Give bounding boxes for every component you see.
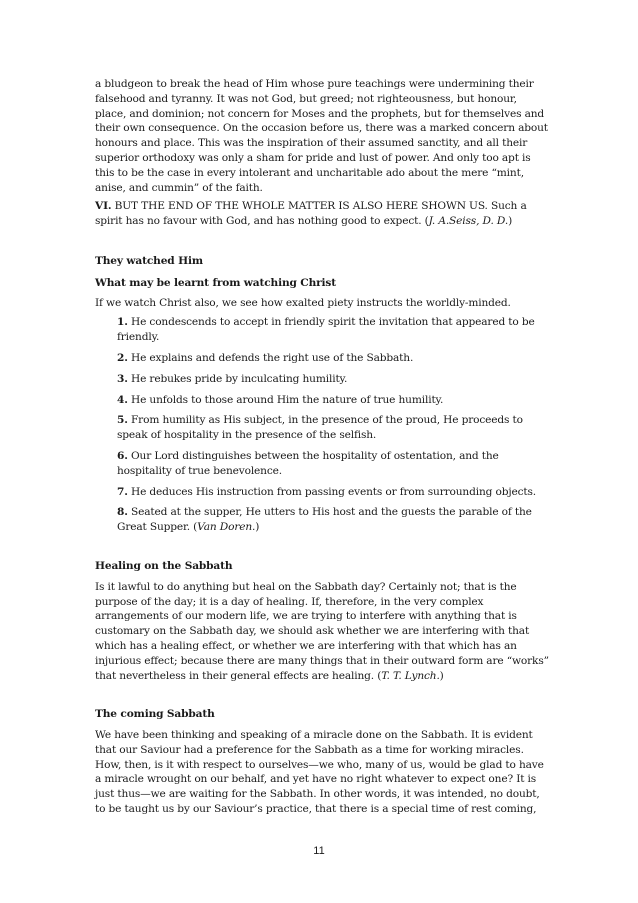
list-item (95, 351, 550, 366)
list-item-number: 4. (117, 393, 128, 406)
list-item-text: He deduces His instruction from passing events or from surrounding objects. (127, 485, 536, 498)
list-item-number: 3. (117, 372, 128, 385)
list-item-number: 8. (117, 506, 128, 519)
list-item-text: He explains and defends the right use of the Sabbath. (127, 351, 414, 364)
list-item (95, 393, 550, 408)
list-item-text: He unfolds to those around Him the nature of true humility. (127, 393, 444, 406)
list-item-number: 2. (117, 351, 128, 364)
section2-text: Is it lawful to do anything but heal on the Sabbath day? Certainly not; that is the purpose of the day; it is a day of healing. If, therefore, in the very complex arrangements of our modern life, we are trying to interfere with anything that is customary on the Sabbath day, we should ask whether we are interfering with that which has a healing effect, or whether we are interfering with that which has an injurious effect; because there are many things that in their outward form are “works” that nevertheless in their general effects are healing. ( (95, 580, 549, 682)
point-six-label: VI. (95, 200, 112, 213)
list-item-text: He condescends to accept in friendly spirit the invitation that appeared to be friendly. (117, 316, 535, 344)
page-number: 11 (313, 845, 325, 857)
point-six-text: BUT THE END OF THE WHOLE MATTER IS ALSO HERE SHOWN US. Such a spirit has no favour with God, and has nothing good to expect. ( (95, 200, 527, 228)
list-item (95, 413, 550, 443)
list-item (95, 449, 550, 479)
list-item (95, 315, 550, 345)
section-heading-coming-sabbath: The coming Sabbath (95, 708, 215, 721)
list-item-number: 5. (117, 414, 128, 427)
point-six-close: ) (508, 215, 513, 228)
document-page (95, 77, 550, 817)
list-item (95, 505, 550, 535)
section-subheading-what-may-be-learnt: What may be learnt from watching Christ (95, 276, 336, 289)
list-item-number: 6. (117, 449, 128, 462)
numbered-list (95, 315, 550, 535)
section3-body: We have been thinking and speaking of a miracle done on the Sabbath. It is evident that our Saviour had a preference for the Sabbath as a time for working miracles. How, then, is it with respect to ourselves—we who, many of us, would be glad to have a miracle wrought on our behalf, and yet have no right whatever to expect one? It is just thus—we are waiting for the Sabbath. In other words, it was intended, no doubt, to be taught us by our Saviour’s practice, that there is a special time of rest coming, (95, 729, 544, 816)
list-item-text: He rebukes pride by inculcating humility. (127, 372, 348, 385)
point-six-paragraph (95, 199, 550, 229)
list-item-number: 7. (117, 485, 128, 498)
list-item-number: 1. (117, 316, 128, 329)
point-six-citation: J. A.Seiss, D. D. (428, 215, 509, 228)
section-heading-they-watched: They watched Him (95, 254, 203, 267)
section2-body (95, 580, 550, 684)
list-item-text: From humility as His subject, in the presence of the proud, He proceeds to speak of hospitality in the presence of the selfish. (117, 414, 523, 442)
list-item-close: ) (255, 521, 260, 534)
intro-paragraph: a bludgeon to break the head of Him whose pure teachings were undermining their falsehood and tyranny. It was not God, but greed; not righteousness, but honour, place, and dominion; not concern for Moses and the prophets, but for themselves and their own consequence. On the occasion before us, there was a marked concern about honours and place. This was the inspiration of their assumed sanctity, and all their superior orthodoxy was only a sham for pride and lust of power. And only too apt is this to be the case in every intolerant and uncharitable ado about the mere “mint, anise, and cummin” of the faith. (95, 78, 548, 194)
section-heading-healing: Healing on the Sabbath (95, 559, 233, 572)
section2-close: ) (439, 669, 444, 682)
section1-lead: If we watch Christ also, we see how exalted piety instructs the worldly-minded. (95, 296, 511, 309)
list-item (95, 372, 550, 387)
list-item-citation: Van Doren. (197, 521, 256, 534)
list-item (95, 485, 550, 500)
list-item-text: Our Lord distinguishes between the hospitality of ostentation, and the hospitality of true benevolence. (117, 449, 499, 477)
section2-citation: T. T. Lynch. (381, 669, 440, 682)
list-item-text: Seated at the supper, He utters to His host and the guests the parable of the Great Supper. ( (117, 506, 532, 534)
